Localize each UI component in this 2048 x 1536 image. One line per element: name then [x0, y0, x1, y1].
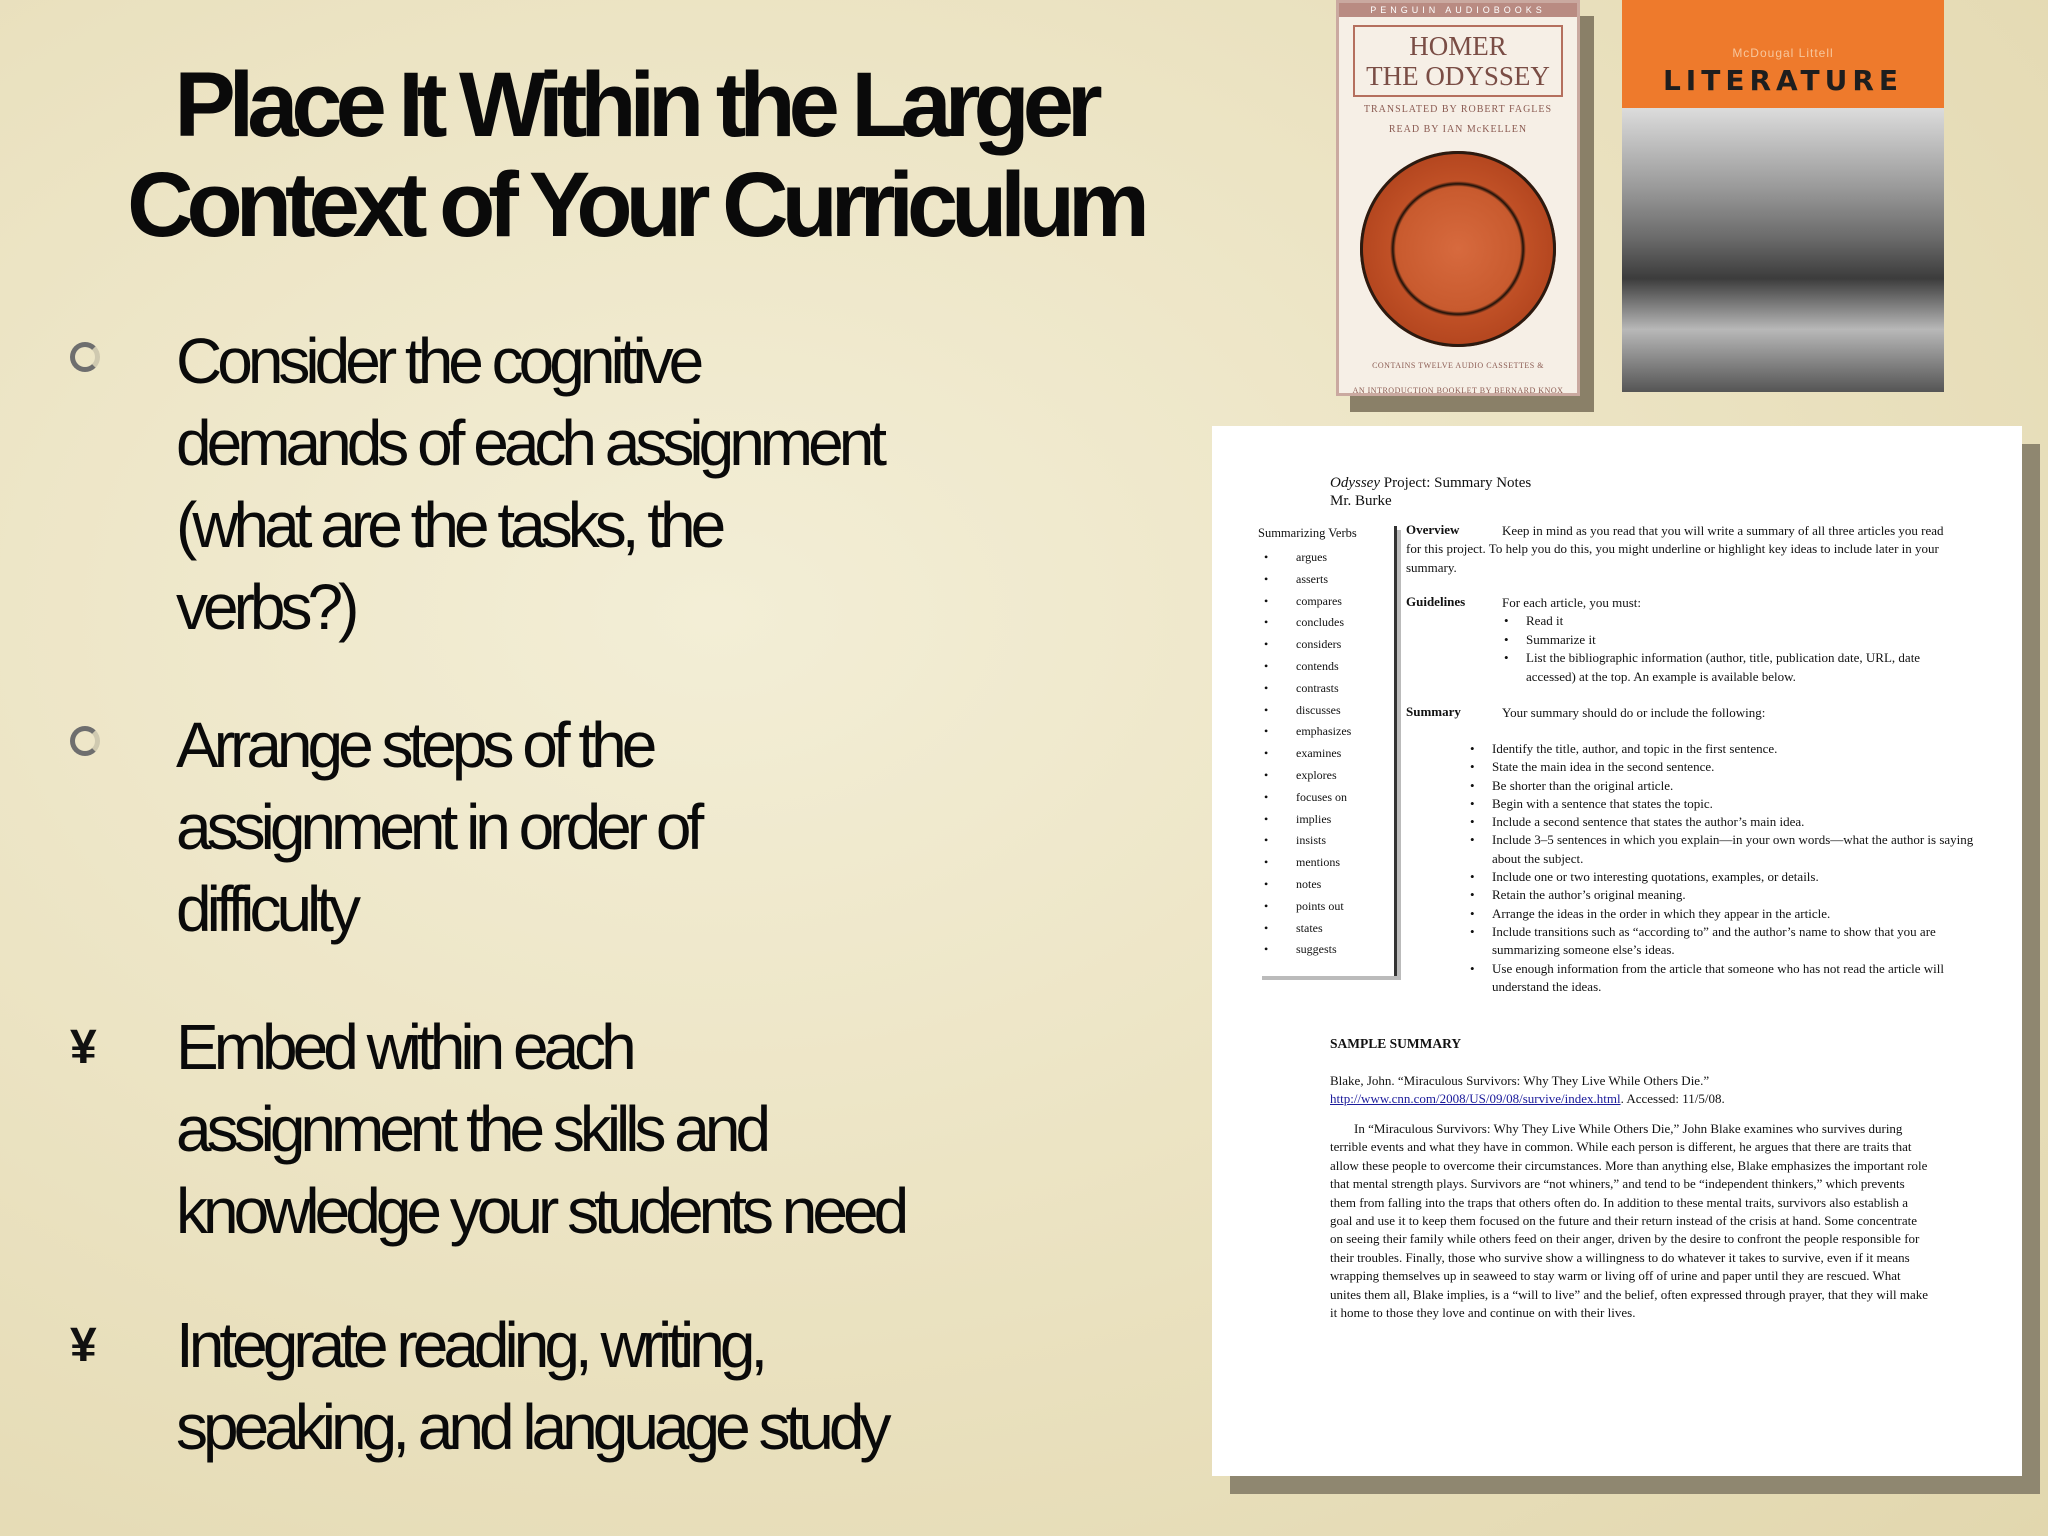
guideline-item: • Summarize it	[1502, 631, 1942, 649]
verb-item: • emphasizes	[1258, 721, 1394, 743]
slide-title	[70, 55, 1200, 255]
literature-publisher: McDougal Littell	[1732, 46, 1834, 60]
verb-item: • points out	[1258, 896, 1394, 918]
verbs-heading: Summarizing Verbs	[1258, 526, 1357, 540]
sample-citation	[1330, 1072, 1950, 1109]
summary-notes-document	[1212, 426, 2022, 1476]
sample-summary-heading: SAMPLE SUMMARY	[1330, 1036, 1462, 1051]
book-title: THE ODYSSEY	[1366, 61, 1550, 91]
summary-intro: Your summary should do or include the following:	[1502, 705, 1766, 720]
reader-credit: READ BY IAN McKELLEN	[1388, 124, 1528, 135]
citation-accessed: . Accessed: 11/5/08.	[1620, 1091, 1725, 1107]
guidelines-intro: For each article, you must:	[1502, 595, 1641, 610]
verb-item: • contrasts	[1258, 678, 1394, 700]
verb-item: • argues	[1258, 547, 1394, 569]
bullet-text: Integrate reading, writing, speaking, and language study	[176, 1309, 887, 1463]
verb-item: • insists	[1258, 830, 1394, 852]
odyssey-book-cover	[1336, 0, 1580, 396]
summary-item: • State the main idea in the second sentence.	[1468, 758, 1988, 776]
verb-item: • asserts	[1258, 569, 1394, 591]
bullet-text: Arrange steps of the assignment in order of difficulty	[176, 709, 700, 945]
verb-item: • mentions	[1258, 852, 1394, 874]
overview-label: Overview	[1406, 522, 1460, 537]
verb-item: • considers	[1258, 634, 1394, 656]
yen-bullet-icon: ¥	[70, 1319, 97, 1372]
summary-item: • Arrange the ideas in the order in which they appear in the article.	[1468, 905, 1988, 923]
project-title-rest: Project: Summary Notes	[1379, 475, 1532, 491]
guidelines-label: Guidelines	[1406, 594, 1466, 609]
contents-note-1: CONTAINS TWELVE AUDIO CASSETTES &	[1372, 361, 1544, 370]
verb-item: • examines	[1258, 743, 1394, 765]
citation-link[interactable]: http://www.cnn.com/2008/US/09/08/survive/index.html	[1330, 1091, 1621, 1107]
contents-note-2: AN INTRODUCTION BOOKLET BY BERNARD KNOX	[1352, 386, 1564, 395]
book-title-frame	[1353, 25, 1563, 97]
verb-item: • implies	[1258, 809, 1394, 831]
verb-item: • states	[1258, 918, 1394, 940]
ring-bullet-icon	[70, 726, 100, 756]
title-line-1: Place It Within the Larger	[174, 54, 1096, 156]
summary-item: • Include 3–5 sentences in which you explain—in your own words—what the author is saying about the subject.	[1468, 831, 1988, 868]
summary-item: • Include a second sentence that states the author’s main idea.	[1468, 813, 1988, 831]
sample-summary-paragraph: In “Miraculous Survivors: Why They Live While Others Die,” John Blake examines who survives during terrible events and what they have in common. While each person is different, he argues that there are traits that allow these people to overcome their circumstances. More than anything else, Blake emphasizes the important role that mental strength plays. Survivors are “not whiners,” and tend to be “independent thinkers,” which prevents them from falling into the traps that others often do. In addition to these mental traits, survivors also establish a goal and use it to keep them focused on the future and their return instead of the crisis at hand. Some concentrate on seeing their family while others feed on their anger, driven by the desire to confront the people responsible for their troubles. Finally, those who survive show a willingness to do whatever it takes to survive, even if it means wrapping themselves up in seaweed to stay warm or living off of urine and paper until they are rescued. What unites them all, Blake implies, is a “will to live” and the belief, often expressed through prayer, that they will make it home to those they love and continue on with their lives.	[1330, 1121, 1929, 1321]
yen-bullet-icon: ¥	[70, 1021, 97, 1074]
rock-pool-photo	[1622, 108, 1944, 392]
ring-bullet-icon	[70, 342, 100, 372]
literature-book-cover	[1622, 0, 1944, 392]
publisher-band: PENGUIN AUDIOBOOKS	[1339, 3, 1577, 17]
verb-item: • contends	[1258, 656, 1394, 678]
verb-item: • discusses	[1258, 700, 1394, 722]
guideline-item: • Read it	[1502, 612, 1942, 630]
bullet-text: Consider the cognitive demands of each assignment (what are the tasks, the verbs?)	[176, 325, 883, 643]
verb-item: • suggests	[1258, 939, 1394, 961]
book-author: HOMER	[1409, 31, 1507, 61]
summary-item: • Retain the author’s original meaning.	[1468, 886, 1988, 904]
translator-credit: TRANSLATED BY ROBERT FAGLES	[1363, 104, 1553, 115]
citation-text: Blake, John. “Miraculous Survivors: Why They Live While Others Die.”	[1330, 1073, 1710, 1088]
verb-item: • compares	[1258, 591, 1394, 613]
project-name: Odyssey	[1330, 475, 1380, 491]
verb-item: • notes	[1258, 874, 1394, 896]
summary-item: • Identify the title, author, and topic in the first sentence.	[1468, 740, 1988, 758]
document-header	[1330, 474, 1531, 510]
summary-item: • Begin with a sentence that states the topic.	[1468, 795, 1988, 813]
overview-text: Keep in mind as you read that you will write a summary of all three articles you read for this project. To help you do this, you might underline or highlight key ideas to include later in your summary.	[1406, 523, 1944, 575]
teacher-name: Mr. Burke	[1330, 493, 1392, 509]
verb-item: • concludes	[1258, 612, 1394, 634]
greek-plate-image	[1360, 151, 1556, 347]
summary-item: • Include one or two interesting quotations, examples, or details.	[1468, 868, 1988, 886]
summary-item: • Include transitions such as “according to” and the author’s name to show that you are summarizing someone else’s ideas.	[1468, 923, 1988, 960]
summary-requirements	[1468, 740, 1988, 996]
summary-item: • Be shorter than the original article.	[1468, 777, 1988, 795]
verb-item: • focuses on	[1258, 787, 1394, 809]
summary-item: • Use enough information from the article that someone who has not read the article will understand the ideas.	[1468, 960, 1988, 997]
bullet-text: Embed within each assignment the skills and knowledge your students need	[176, 1011, 905, 1247]
literature-title: LITERATURE	[1662, 64, 1904, 97]
summary-label: Summary	[1406, 704, 1461, 719]
verb-item: • explores	[1258, 765, 1394, 787]
guidelines-section	[1502, 594, 1942, 686]
title-line-2: Context of Your Curriculum	[127, 154, 1143, 256]
guideline-item: • List the bibliographic information (author, title, publication date, URL, date accessed) at the top. An example is available below.	[1502, 649, 1942, 686]
literature-header	[1622, 0, 1944, 108]
